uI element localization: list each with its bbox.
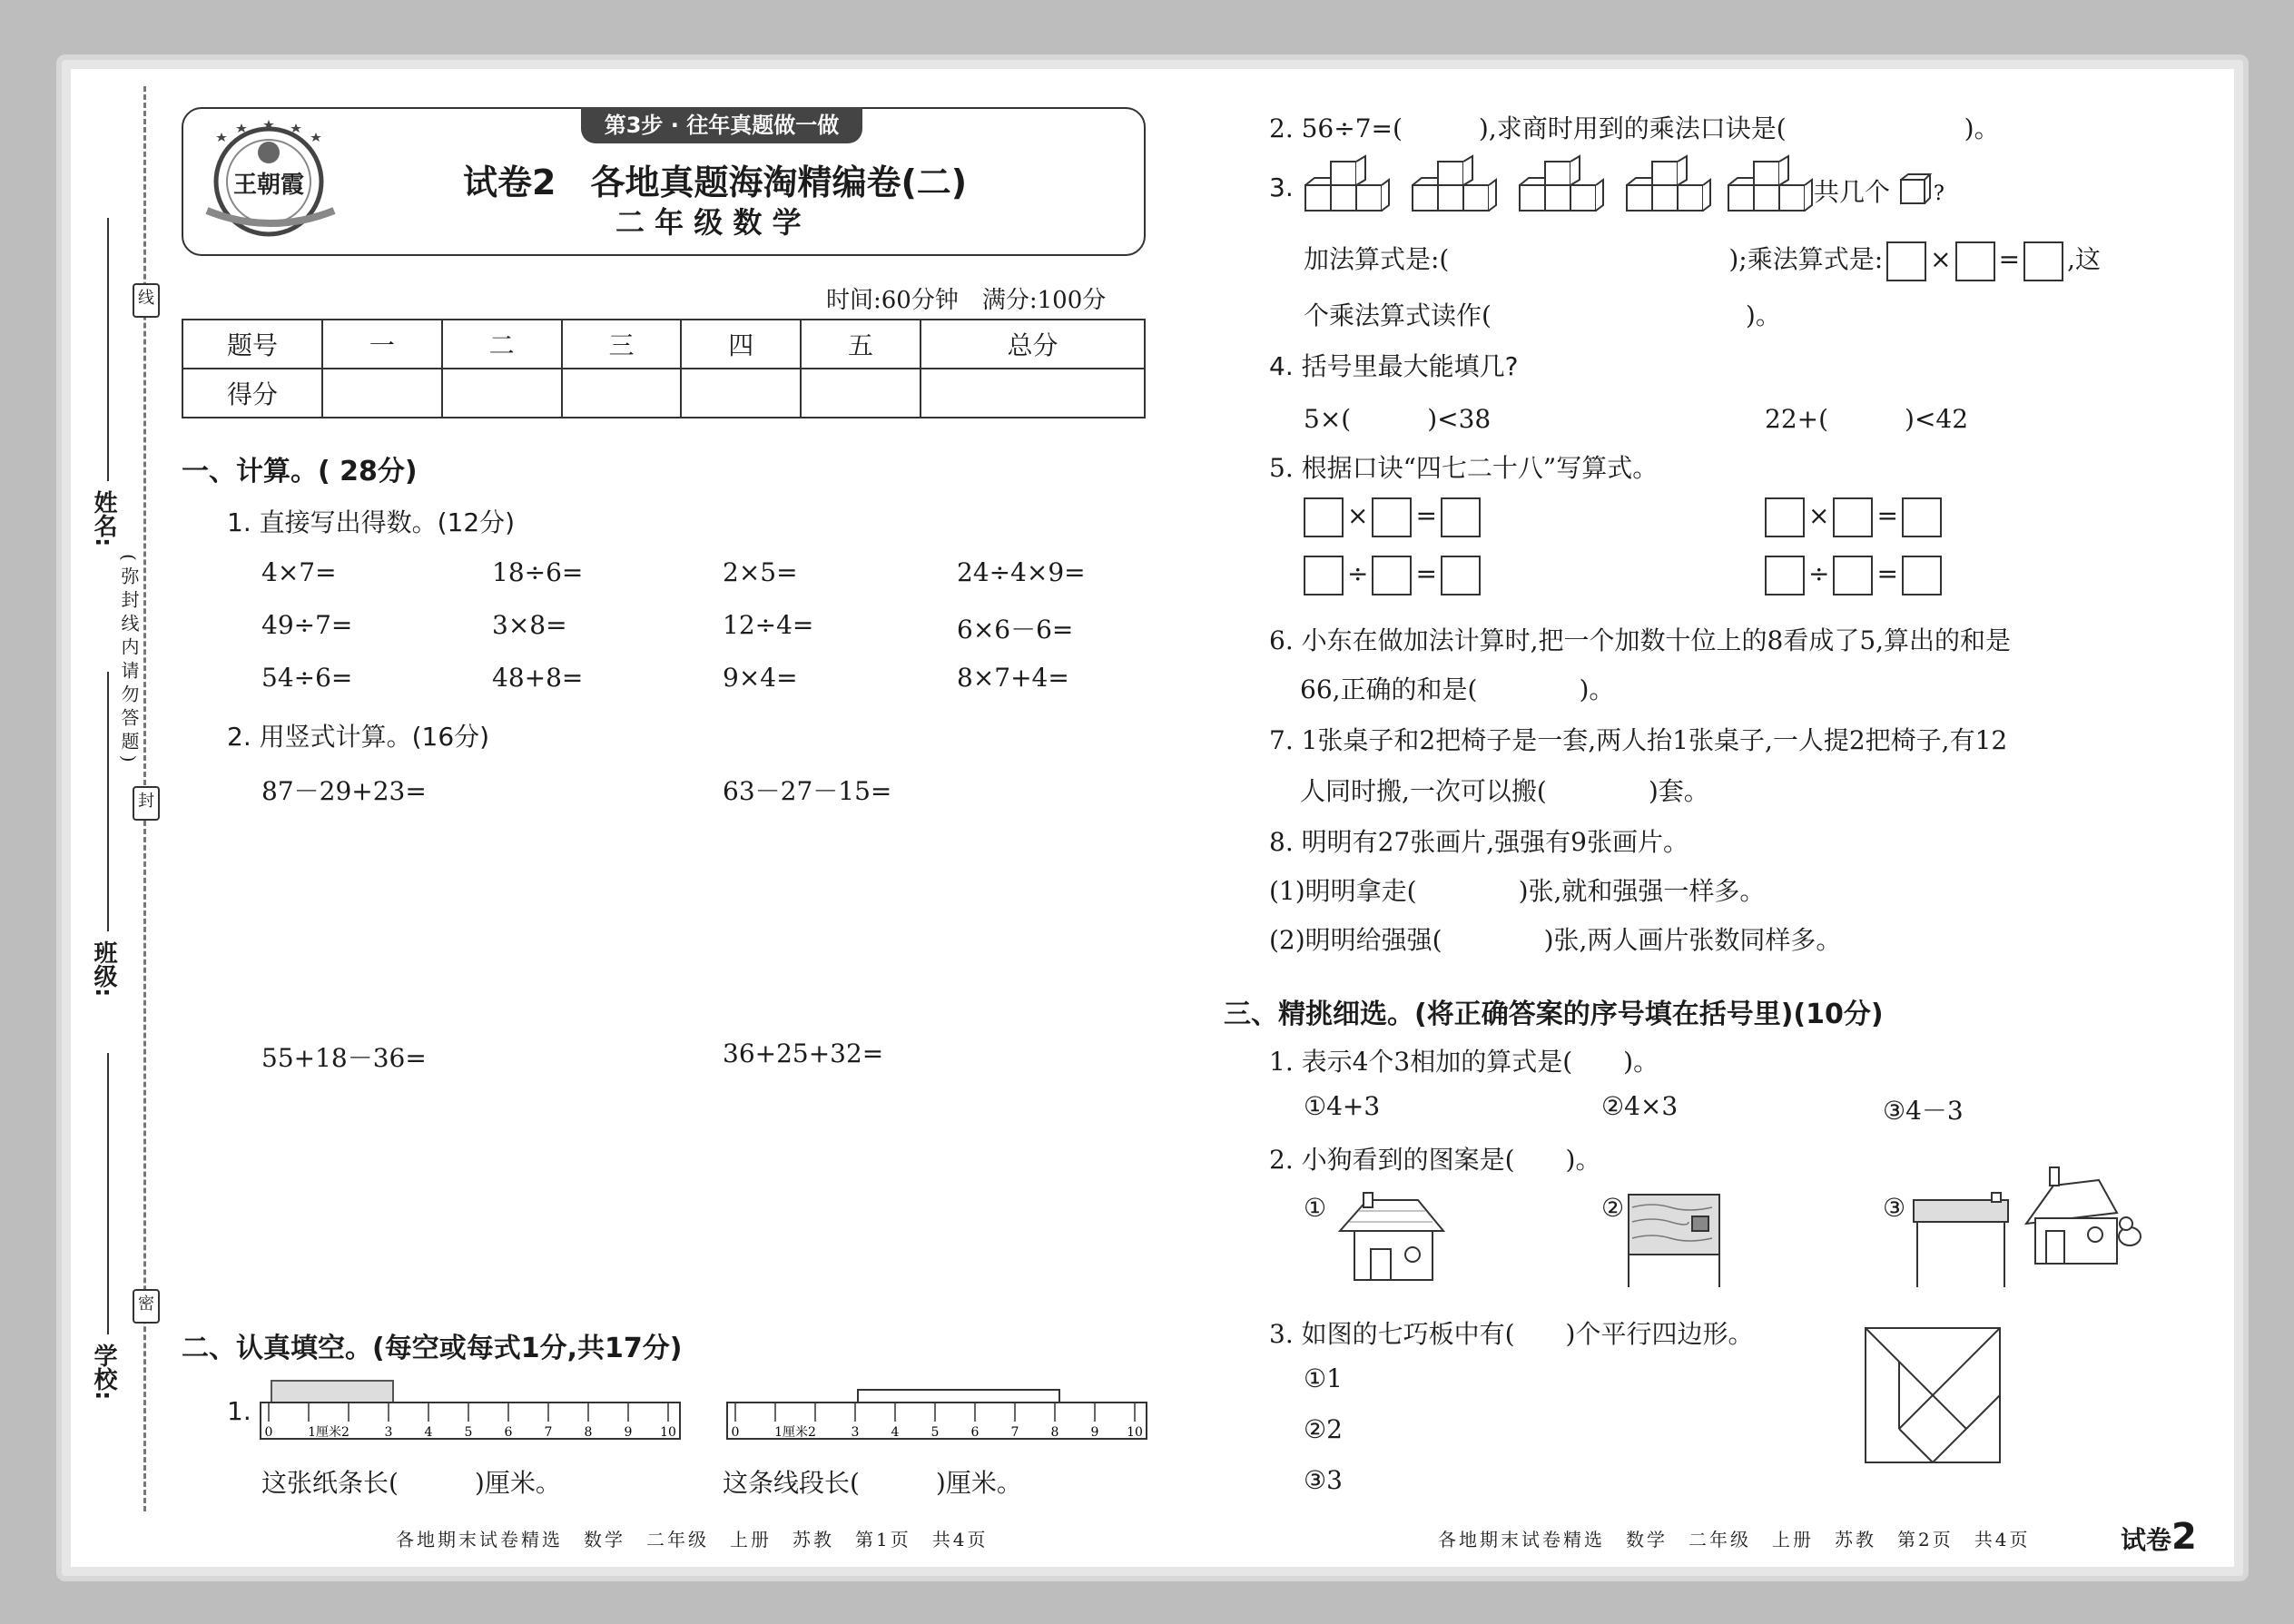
seal-secret-mark: 密	[133, 1289, 160, 1324]
answer-box[interactable]	[1765, 556, 1805, 595]
q7-line2: 人同时搬,一次可以搬( )套。	[1300, 776, 1709, 806]
answer-box[interactable]	[1902, 556, 1942, 595]
svg-text:1厘米2: 1厘米2	[308, 1425, 350, 1440]
s3-q3-option[interactable]: ③3	[1304, 1465, 1343, 1495]
binding-note: (弥封线内请勿答题)	[118, 554, 140, 768]
score-cell[interactable]	[562, 369, 682, 418]
calc-item: 54÷6=	[261, 663, 353, 693]
s3-q1-option[interactable]: ①4+3	[1304, 1091, 1381, 1121]
svg-text:6: 6	[504, 1425, 513, 1440]
score-cell[interactable]	[921, 369, 1145, 418]
school-label: 学校:	[90, 1343, 117, 1401]
q3-question: 共几个	[1814, 177, 1891, 207]
calc-item: 48+8=	[492, 663, 584, 693]
class-field[interactable]	[107, 672, 109, 931]
q3-read-line: 个乘法算式读作( )。	[1304, 300, 1781, 330]
score-cell[interactable]	[322, 369, 442, 418]
s3-q3-option[interactable]: ②2	[1304, 1414, 1343, 1444]
svg-text:0: 0	[264, 1425, 273, 1440]
calc-item: 49÷7=	[261, 610, 353, 640]
answer-box[interactable]	[1833, 497, 1873, 537]
ruler-1	[260, 1402, 681, 1447]
score-table	[182, 319, 1146, 418]
q2-division: 2. 56÷7=( ),求商时用到的乘法口诀是( )。	[1269, 113, 2000, 143]
score-header-cell: 四	[681, 320, 801, 369]
calc-item: 6×6－6=	[957, 615, 1074, 645]
answer-box[interactable]	[1304, 556, 1344, 595]
q5-mult-right: × =	[1761, 497, 1945, 537]
score-header-cell: 三	[562, 320, 682, 369]
score-header-cell: 五	[801, 320, 921, 369]
score-header-cell: 总分	[921, 320, 1145, 369]
svg-text:1厘米2: 1厘米2	[774, 1425, 816, 1440]
cube-stacks-icon	[1302, 154, 1810, 220]
s3-q3-option[interactable]: ①1	[1304, 1363, 1343, 1393]
section2-q1-number: 1.	[227, 1396, 251, 1426]
svg-text:7: 7	[1010, 1425, 1019, 1440]
step-tab: 第3步 · 往年真题做一做	[581, 107, 862, 143]
q4-b: 22+( )<42	[1765, 404, 1969, 434]
score-header-cell: 一	[322, 320, 442, 369]
section1-q1-title: 1. 直接写出得数。(12分)	[227, 507, 516, 537]
q8-title: 8. 明明有27张画片,强强有9张画片。	[1269, 827, 1689, 857]
svg-text:5: 5	[464, 1425, 473, 1440]
answer-box[interactable]	[1372, 497, 1412, 537]
tangram-icon	[1863, 1325, 2003, 1465]
svg-text:9: 9	[624, 1425, 633, 1440]
exam-title: 试卷2 各地真题海淘精编卷(二)	[463, 162, 968, 202]
school-field[interactable]	[107, 1053, 109, 1334]
calc-item: 2×5=	[723, 557, 798, 587]
calc-item: 8×7+4=	[957, 663, 1069, 693]
s3-q2-option[interactable]: ③	[1883, 1193, 1906, 1223]
name-label: 姓名:	[90, 490, 117, 547]
fill-segment-length: 这条线段长( )厘米。	[723, 1468, 1022, 1498]
svg-text:10: 10	[660, 1425, 676, 1440]
answer-box[interactable]	[2023, 241, 2063, 281]
section1-title: 一、计算。( 28分)	[182, 456, 418, 487]
svg-text:5: 5	[930, 1425, 940, 1440]
svg-text:8: 8	[584, 1425, 593, 1440]
time-info: 时间:60分钟 满分:100分	[826, 287, 1107, 314]
footer-right: 各地期末试卷精选 数学 二年级 上册 苏教 第2页 共4页	[1438, 1529, 2031, 1550]
answer-box[interactable]	[1441, 497, 1481, 537]
section1-q2-title: 2. 用竖式计算。(16分)	[227, 722, 490, 752]
answer-box[interactable]	[1955, 241, 1995, 281]
answer-box[interactable]	[1833, 556, 1873, 595]
q7-line1: 7. 1张桌子和2把椅子是一套,两人抬1张桌子,一人提2把椅子,有12	[1269, 725, 2008, 755]
score-cell[interactable]	[442, 369, 562, 418]
seal-line-mark: 线	[133, 283, 160, 318]
answer-box[interactable]	[1902, 497, 1942, 537]
vertical-calc-item: 63－27－15=	[723, 776, 892, 806]
house-and-dog-icon	[2023, 1164, 2144, 1273]
svg-text:王朝霞: 王朝霞	[232, 172, 305, 199]
svg-text:4: 4	[891, 1425, 900, 1440]
calc-item: 3×8=	[492, 610, 567, 640]
s3-q1-title: 1. 表示4个3相加的算式是( )。	[1269, 1047, 1659, 1077]
house-side-icon	[1910, 1191, 2013, 1291]
score-row-label: 得分	[182, 369, 322, 418]
answer-box[interactable]	[1886, 241, 1926, 281]
s3-q2-title: 2. 小狗看到的图案是( )。	[1269, 1145, 1601, 1175]
line-segment	[857, 1389, 1060, 1402]
svg-text:6: 6	[970, 1425, 980, 1440]
q6-line2: 66,正确的和是( )。	[1300, 674, 1615, 704]
calc-item: 4×7=	[261, 557, 337, 587]
answer-box[interactable]	[1304, 497, 1344, 537]
score-cell[interactable]	[801, 369, 921, 418]
svg-text:9: 9	[1090, 1425, 1099, 1440]
q3-line1-tail: ,这	[2067, 244, 2101, 274]
seal-mark: 封	[133, 786, 160, 821]
q5-div-left: ÷ =	[1300, 556, 1484, 595]
s3-q1-option[interactable]: ②4×3	[1601, 1091, 1679, 1121]
vertical-calc-item: 55+18－36=	[261, 1043, 427, 1073]
svg-text:?: ?	[1934, 182, 1944, 205]
q5-mult-left: × =	[1300, 497, 1484, 537]
svg-text:3: 3	[851, 1425, 860, 1440]
section2-title: 二、认真填空。(每空或每式1分,共17分)	[182, 1333, 683, 1364]
q3-line1-text: 加法算式是:( );乘法算式是:	[1304, 244, 1884, 274]
q5-div-right: ÷ =	[1761, 556, 1945, 595]
q5-title: 5. 根据口诀“四七二十八”写算式。	[1269, 453, 1659, 483]
q8-a: (1)明明拿走( )张,就和强强一样多。	[1269, 876, 1766, 906]
section3-title: 三、精挑细选。(将正确答案的序号填在括号里)(10分)	[1224, 999, 1884, 1030]
brand-logo-icon	[198, 116, 345, 243]
score-header-cell: 题号	[182, 320, 322, 369]
s3-q2-option[interactable]: ①	[1304, 1193, 1327, 1223]
calc-item: 24÷4×9=	[957, 557, 1086, 587]
s3-q1-option[interactable]: ③4－3	[1883, 1096, 1964, 1126]
paper-badge-text: 试卷	[2121, 1525, 2172, 1555]
q6-line1: 6. 小东在做加法计算时,把一个加数十位上的8看成了5,算出的和是	[1269, 625, 2012, 655]
calc-item: 12÷4=	[723, 610, 814, 640]
paper-badge	[2121, 1516, 2197, 1558]
exam-subtitle: 二 年 级 数 学	[615, 205, 802, 240]
score-header-cell: 二	[442, 320, 562, 369]
paper-badge-number: 2	[2171, 1516, 2197, 1558]
ruler-2	[726, 1402, 1147, 1447]
calc-item: 18÷6=	[492, 557, 584, 587]
answer-box[interactable]	[1441, 556, 1481, 595]
house-top-icon	[1625, 1189, 1727, 1291]
footer-left: 各地期末试卷精选 数学 二年级 上册 苏教 第1页 共4页	[396, 1529, 989, 1550]
class-label: 班级:	[90, 940, 117, 998]
svg-text:4: 4	[424, 1425, 433, 1440]
calc-item: 9×4=	[723, 663, 798, 693]
score-cell[interactable]	[681, 369, 801, 418]
q3-number: 3.	[1269, 172, 1294, 202]
svg-text:0: 0	[731, 1425, 740, 1440]
house-front-icon	[1331, 1189, 1449, 1289]
svg-text:8: 8	[1050, 1425, 1059, 1440]
name-field[interactable]	[107, 218, 109, 481]
fill-strip-length: 这张纸条长( )厘米。	[261, 1468, 561, 1498]
vertical-calc-item: 36+25+32=	[723, 1038, 884, 1068]
svg-text:7: 7	[544, 1425, 553, 1440]
svg-text:3: 3	[384, 1425, 393, 1440]
small-cube-icon	[1899, 172, 1944, 205]
vertical-calc-item: 87－29+23=	[261, 776, 427, 806]
s3-q3-title: 3. 如图的七巧板中有( )个平行四边形。	[1269, 1319, 1754, 1349]
s3-q2-option[interactable]: ②	[1601, 1193, 1625, 1223]
q4-a: 5×( )<38	[1304, 404, 1492, 434]
q4-title: 4. 括号里最大能填几?	[1269, 351, 1519, 381]
q8-b: (2)明明给强强( )张,两人画片张数同样多。	[1269, 925, 1842, 955]
answer-box[interactable]	[1372, 556, 1412, 595]
answer-box[interactable]	[1765, 497, 1805, 537]
q3-addition-line: 加法算式是:( );乘法算式是: × = ,这	[1304, 240, 2101, 281]
svg-text:10: 10	[1127, 1425, 1143, 1440]
